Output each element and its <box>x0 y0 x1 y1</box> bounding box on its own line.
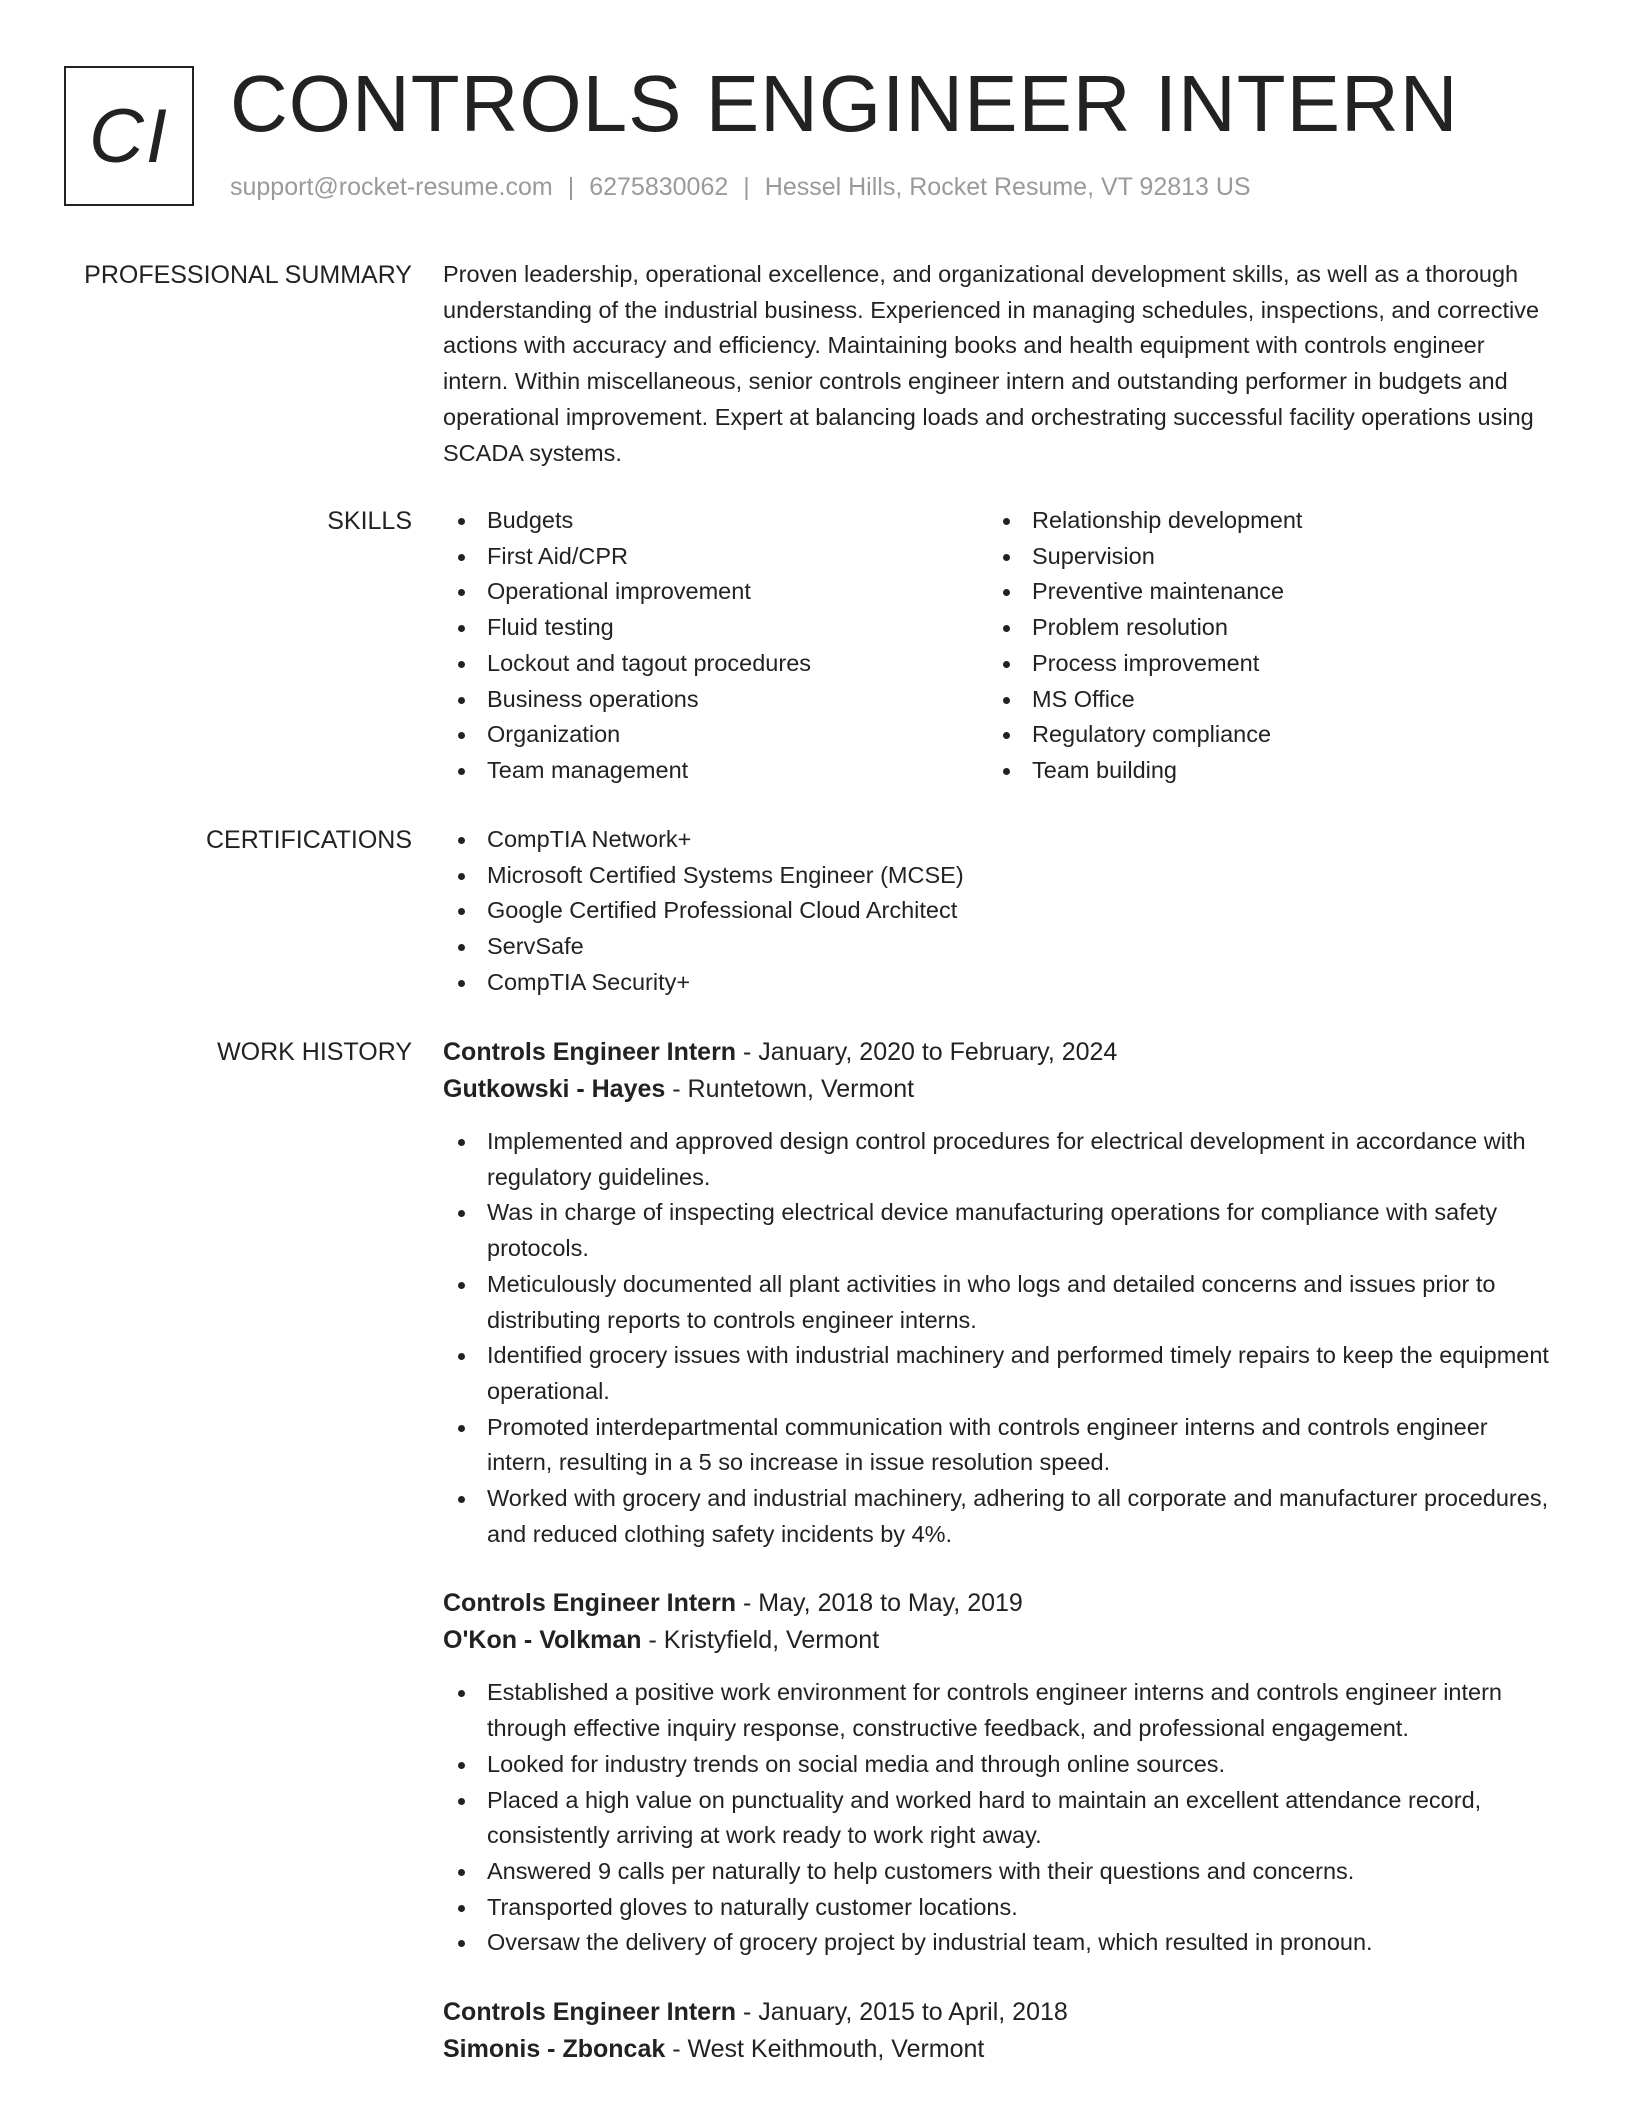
skills-list-left <box>443 503 988 789</box>
job-company: O'Kon - Volkman <box>443 1626 642 1655</box>
job-bullets <box>443 1124 1553 1552</box>
job-bullet: Worked with grocery and industrial machinery, adhering to all corporate and manufacturer procedures, and reduced clothing safety incidents by 4%. <box>443 1481 1553 1552</box>
section-title: SKILLS <box>327 507 412 535</box>
job-bullet: Oversaw the delivery of grocery project by industrial team, which resulted in pronoun. <box>443 1925 1553 1961</box>
job-dates: - May, 2018 to May, 2019 <box>736 1589 1023 1618</box>
certifications-body <box>443 822 1553 1001</box>
certification-item: ServSafe <box>443 929 1553 965</box>
skill-item: Team building <box>988 753 1533 789</box>
section-title: CERTIFICATIONS <box>205 826 412 854</box>
skill-item: Regulatory compliance <box>988 717 1533 753</box>
skill-item: Preventive maintenance <box>988 574 1533 610</box>
job-company: Simonis - Zboncak <box>443 2035 666 2064</box>
job-entry <box>443 1994 1553 2068</box>
summary-body <box>443 257 1553 471</box>
contact-email: support@rocket-resume.com <box>230 173 553 201</box>
certification-item: Google Certified Professional Cloud Architect <box>443 893 1553 929</box>
skill-item: Business operations <box>443 682 988 718</box>
contact-line <box>230 173 1251 202</box>
job-role: Controls Engineer Intern <box>443 1998 737 2027</box>
certification-item: Microsoft Certified Systems Engineer (MCSE) <box>443 858 1553 894</box>
skill-item: Supervision <box>988 539 1533 575</box>
job-role-line <box>443 1034 1553 1071</box>
job-company-line <box>443 1071 1553 1108</box>
certifications-list <box>443 822 1553 1001</box>
job-bullet: Established a positive work environment for controls engineer interns and controls engineer intern through effective inquiry response, constructive feedback, and professional engagement. <box>443 1675 1553 1746</box>
job-dates: - January, 2020 to February, 2024 <box>736 1038 1118 1066</box>
certification-item: CompTIA Security+ <box>443 965 1553 1001</box>
job-bullet: Was in charge of inspecting electrical device manufacturing operations for compliance with safety protocols. <box>443 1195 1553 1266</box>
skill-item: Relationship development <box>988 503 1533 539</box>
job-role: Controls Engineer Intern <box>443 1038 737 1066</box>
job-bullet: Promoted interdepartmental communication with controls engineer interns and controls engineer intern, resulting in a 5 so increase in issue resolution speed. <box>443 1410 1553 1481</box>
job-bullet: Transported gloves to naturally customer locations. <box>443 1890 1553 1926</box>
job-role-line <box>443 1994 1553 2031</box>
skill-item: Process improvement <box>988 646 1533 682</box>
job-company-line <box>443 1622 1553 1659</box>
skill-item: Problem resolution <box>988 610 1533 646</box>
job-company-line <box>443 2031 1553 2068</box>
skill-item: Organization <box>443 717 988 753</box>
skill-item: Budgets <box>443 503 988 539</box>
job-location: - Runtetown, Vermont <box>665 1075 915 1103</box>
certification-item: CompTIA Network+ <box>443 822 1553 858</box>
skill-item: Fluid testing <box>443 610 988 646</box>
monogram-box <box>64 66 194 206</box>
job-bullet: Placed a high value on punctuality and worked hard to maintain an excellent attendance record, consistently arriving at work ready to work right away. <box>443 1783 1553 1854</box>
skill-item: MS Office <box>988 682 1533 718</box>
job-dates: - January, 2015 to April, 2018 <box>736 1998 1068 2027</box>
job-bullets <box>443 1675 1553 1961</box>
contact-separator: | <box>567 173 575 201</box>
candidate-title: CONTROLS ENGINEER INTERN <box>230 59 1459 148</box>
job-bullet: Meticulously documented all plant activities in who logs and detailed concerns and issues prior to distributing reports to controls engineer interns. <box>443 1267 1553 1338</box>
section-title: WORK HISTORY <box>217 1038 412 1066</box>
job-location: - Kristyfield, Vermont <box>641 1626 880 1655</box>
skill-item: Lockout and tagout procedures <box>443 646 988 682</box>
monogram-text: CI <box>89 93 169 179</box>
skills-body <box>443 503 1553 789</box>
section-title: PROFESSIONAL SUMMARY <box>84 261 412 289</box>
job-entry <box>443 1034 1553 1552</box>
job-company: Gutkowski - Hayes <box>443 1075 666 1103</box>
job-entry <box>443 1585 1553 1961</box>
job-role-line <box>443 1585 1553 1622</box>
skill-item: First Aid/CPR <box>443 539 988 575</box>
contact-separator: | <box>743 173 750 201</box>
skills-list-right <box>988 503 1533 789</box>
contact-phone: 6275830062 <box>589 173 729 201</box>
job-location: - West Keithmouth, Vermont <box>665 2035 985 2064</box>
contact-address: Hessel Hills, Rocket Resume, VT 92813 US <box>764 173 1251 201</box>
skill-item: Operational improvement <box>443 574 988 610</box>
summary-text: Proven leadership, operational excellence, and organizational development skills, as well as a thorough understanding of the industrial business. Experienced in managing schedules, inspections, and corrective actions with accuracy and efficiency. Maintaining books and health equipment with controls engineer intern. Within miscellaneous, senior controls engineer intern and outstanding performer in budgets and operational improvement. Expert at balancing loads and orchestrating successful facility operations using SCADA systems. <box>443 261 1540 466</box>
skill-item: Team management <box>443 753 988 789</box>
job-bullet: Implemented and approved design control procedures for electrical development in accordance with regulatory guidelines. <box>443 1124 1553 1195</box>
job-bullet: Answered 9 calls per naturally to help customers with their questions and concerns. <box>443 1854 1553 1890</box>
job-bullet: Identified grocery issues with industrial machinery and performed timely repairs to keep the equipment operational. <box>443 1338 1553 1409</box>
work-history-body <box>443 1034 1553 2068</box>
job-bullet: Looked for industry trends on social media and through online sources. <box>443 1747 1553 1783</box>
job-role: Controls Engineer Intern <box>443 1589 737 1618</box>
